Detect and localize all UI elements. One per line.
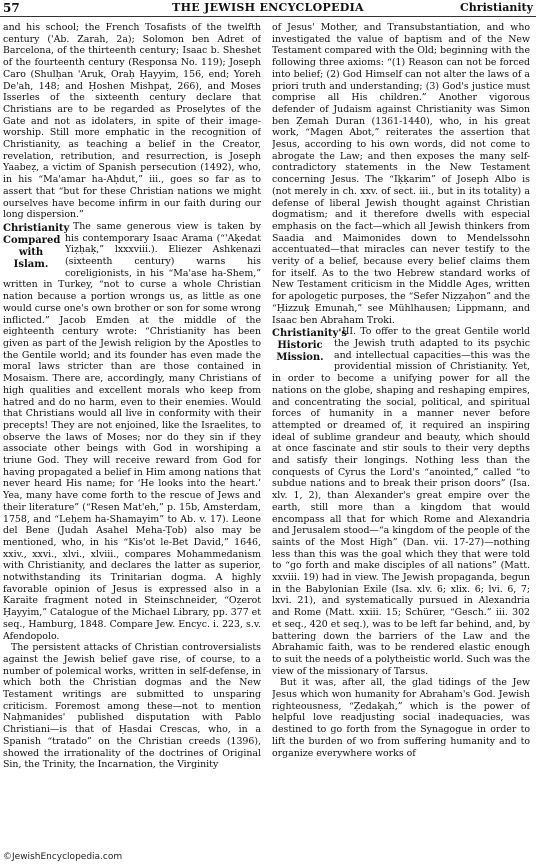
paragraph: The persistent attacks of Christian controversialists against the Jewish belief gave rise, of course, to a number of polemical works, written in self-defense, in which both the Christian dogmas and the New Testament writings are submitted to unsparing criticism. Foremost among these—not to mention Naḥmanides' published disputation with Pablo Christiani—is that of Ḥasdai Crescas, who, in a Spanish “tratado” on the Christian creeds (1396), showed the irrationality of the doctrines of Original Sin, the Trinity, the Incarnation, the Virginity bbox=[3, 642, 261, 771]
paragraph: But it was, after all, the glad tidings of the Jew Jesus which won humanity for Abraham's God. Jewish righteousness, “Ẓedaḳah,” which is the power of helpful love readjusting social inadequacies, was destined to go forth from the Synagogue in order to lift the burden of wo from suffering humanity and to organize everywhere works of bbox=[272, 677, 530, 759]
paragraph: III. To offer to the great Gentile world the Jewish truth adapted to its psychic and intellectual capacities—this was the providential mission of Christianity. Yet, in order to become a unifying power for all the nations on the globe, shaping and reshaping empires, and concentrating the social, political, and spiritual forces of humanity in a manner never before attempted or dreamed of, it required an inspiring ideal of sublime grandeur and beauty, which should at once fascinate and stir souls to their very depths and satisfy their longings. Nothing less than the conquests of Cyrus the Lord's “anointed,” called “to subdue nations and to break their prison doors” (Isa. xlv. 1, 2), than Alexander's great empire over the earth, still more than a kingdom that would encompass all that for which Rome and Alexandria and Jerusalem stood—“a kingdom of the people of the saints of the Most High” (Dan. vii. 17-27)—nothing less than this was the goal which they that were told to “go forth and make disciples of all nations” (Matt. xxviii. 19) had in view. The Jewish propaganda, begun in the Babylonian Exile (Isa. xlv. 6; xlix. 6; lvi. 6, 7; lxvi. 21), and systematically pursued in Alexandria and Rome (Matt. xxiii. 15; Schürer, “Gesch.” iii. 302 et seq., 420 et seq.), was to be left far behind, and, by battering down the barriers of the Law and the Abrahamic faith, was to be rendered elastic enough to suit the needs of a polytheistic world. Such was the view of the missionary of Tarsus. bbox=[272, 326, 530, 677]
copyright-footer: ©JewishEncyclopedia.com bbox=[3, 852, 123, 862]
section-title: Christianity bbox=[460, 1, 533, 14]
sidenote-historic-mission: Christianity's Historic Mission. bbox=[272, 328, 348, 364]
right-column bbox=[272, 22, 530, 844]
left-column bbox=[3, 22, 261, 844]
paragraph: and his school; the French Tosafists of the twelfth century ('Ab. Zarah, 2a); Solomon ben Adret of Barcelona, of the thirteenth century; Isaac b. Sheshet of the fourteenth century (Responsa No. 119); Joseph Caro (Shulḥan 'Aruk, Oraḥ Ḥayyim, 156, end; Yoreh De'ah, 148; and Ḥoshen Mishpaṭ, 266), and Moses Isserles of the sixteenth century declare that Christians are to be regarded as Proselytes of the Gate and not as idolaters, in spite of their image-worship. Still more emphatic in the recognition of Christianity, as teaching a belief in the Creator, revelation, retribution, and resurrection, is Joseph Yaabeẓ, a victim of Spanish persecution (1492), who, in his “Ma'amar ha-Aḥdut,” iii., goes so far as to assert that “but for these Christian nations we might ourselves have become infirm in our faith during our long dispersion.” bbox=[3, 22, 261, 221]
sidenote-christianity-compared-with-islam: Christianity Compared with Islam. bbox=[3, 222, 70, 270]
page-header bbox=[0, 0, 536, 17]
paragraph: of Jesus' Mother, and Transubstantiation, and who investigated the value of baptism and of the New Testament compared with the Old; beginning with the following three axioms: “(1) Reason can not be forced into belief; (2) God Himself can not alter the laws of a priori truth and understanding; (3) God's justice must comprise all His children.” Another vigorous defender of Judaism against Christianity was Simon ben Ẓemah Duran (1361-1440), who, in his great work, “Magen Abot,” reiterates the assertion that Jesus, according to his own words, did not come to abrogate the Law; and then exposes the many self-contradictory statements in the New Testament concerning Jesus. The “Iḳḳarim” of Joseph Albo is (not merely in ch. xxv. of sect. iii., but in its totality) a defense of liberal Jewish thought against Christian dogmatism; and it therefore dwells with especial emphasis on the fact—which all Jewish thinkers from Saadia and Maimonides down to Mendelssohn accentuated—that miracles can never testify to the verity of a belief, because every belief claims them for itself. As to the two Hebrew standard works of New Testament criticism in the Middle Ages, written for apologetic purposes, the “Sefer Niẓẓaḥon” and the “Ḥizzuḳ Emunah,” see Mühlhausen; Lippmann, and Isaac ben Abraham Troki. bbox=[272, 22, 530, 326]
paragraph: The same generous view is taken by his contemporary Isaac Arama (“'Aḳedat Yiẓḥaḳ,” lxxxviii.). Eliezer Ashkenazi (sixteenth century) warns his coreligionists, in his “Ma'ase ha-Shem,” written in Turkey, “not to curse a whole Christian nation because a portion wrongs us, as little as one would curse one's own brother or son for some wrong inflicted.” Jacob Emden at the middle of the eighteenth century wrote: “Christianity has been given as part of the Jewish religion by the Apostles to the Gentile world; and its founder has even made the moral laws stricter than are those contained in Mosaism. There are, accordingly, many Christians of high qualities and excellent morals who keep from hatred and do no harm, even to their enemies. Would that Christians would all live in conformity with their precepts! They are not enjoined, like the Israelites, to observe the laws of Moses; nor do they sin if they associate other beings with God in worshiping a triune God. They will receive reward from God for having propagated a belief in Him among nations that never heard His name; for ‘He looks into the heart.’ Yea, many have come forth to the rescue of Jews and their literature” (“Resen Mat'eh,” p. 15b, Amsterdam, 1758, and “Leḥem ha-Shamayim” to Ab. v. 17). Leone del Bene (Judah Asahel Meha-Ṭob) also may be mentioned, who, in his “Kis'ot le-Bet David,” 1646, xxiv., xxvi., xlvi., xlviii., compares Mohammedanism with Christianity, and declares the latter as superior, notwithstanding its Trinitarian dogma. A highly favorable opinion of Jesus is expressed also in a Karaite fragment noted in Steinschneider, “Oẓerot Ḥayyim,” Catalogue of the Michael Library, pp. 377 et seq., Hamburg, 1848. Compare Jew. Encyc. i. 223, s.v. Afendopolo. bbox=[3, 220, 261, 642]
page-number: 57 bbox=[3, 1, 20, 15]
running-title: THE JEWISH ENCYCLOPEDIA bbox=[172, 1, 364, 14]
